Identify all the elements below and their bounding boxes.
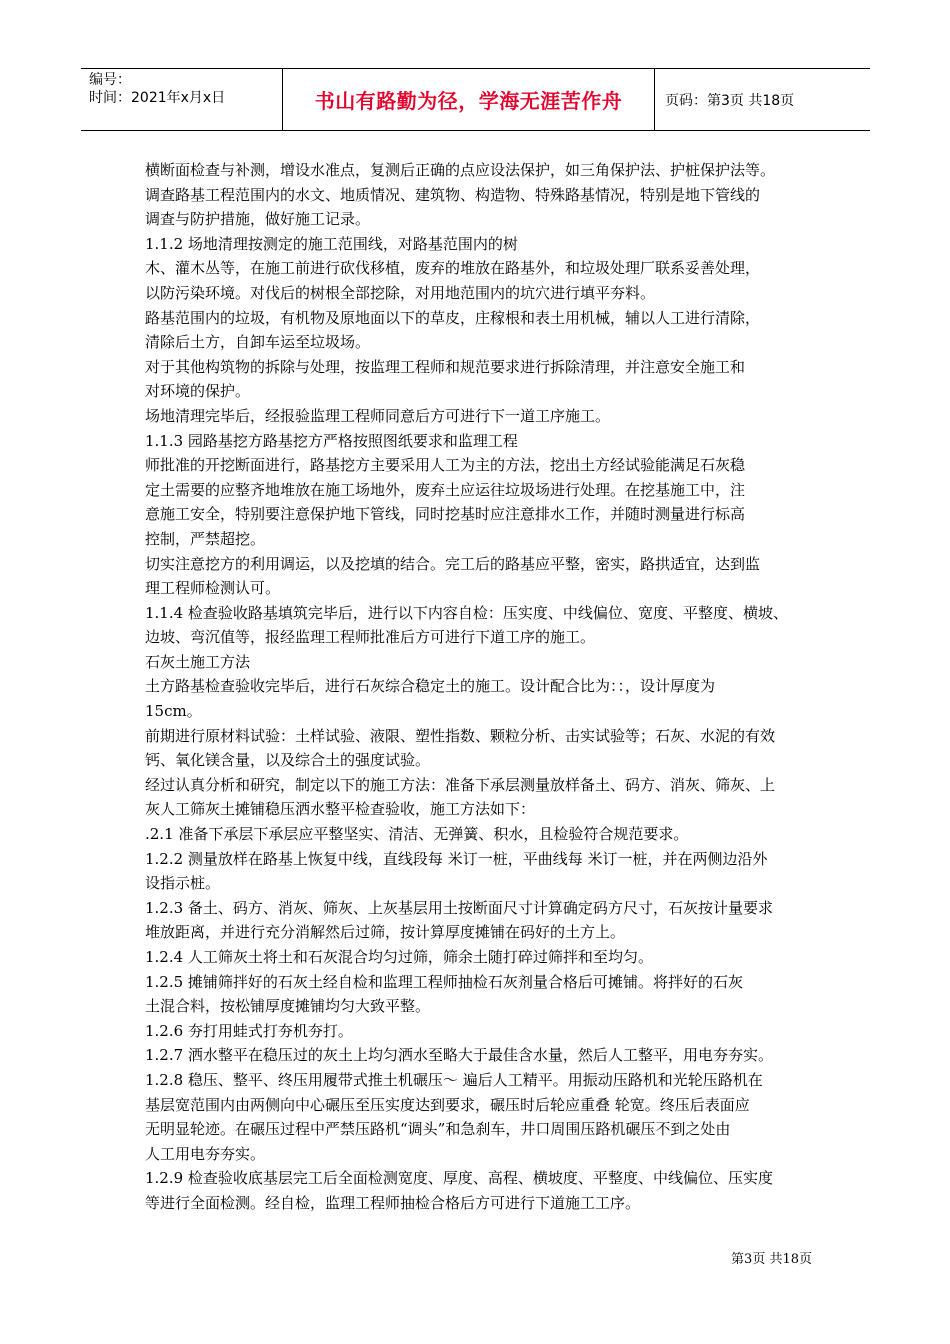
body-line: 木、灌木丛等，在施工前进行砍伐移植，废弃的堆放在路基外，和垃圾处理厂联系妥善处理， bbox=[145, 259, 761, 278]
body-line: 1.2.4 人工筛灰土将土和石灰混合均匀过筛，筛余土随打碎过筛拌和至均匀。 bbox=[145, 948, 653, 966]
body-line: 路基范围内的垃圾，有机物及原地面以下的草皮，庄稼根和表土用机械，辅以人工进行清除， bbox=[145, 308, 761, 327]
body-line: 15cm。 bbox=[145, 702, 202, 721]
body-line: 1.2.3 备土、码方、消灰、筛灰、上灰基层用土按断面尺寸计算确定码方尺寸，石灰按计量要求 bbox=[145, 898, 773, 917]
body-line: 等进行全面检测。经自检，监理工程师抽检合格后方可进行下道施工工序。 bbox=[145, 1193, 641, 1212]
document-body bbox=[145, 158, 825, 1216]
body-line: 场地清理完毕后，经报验监理工程师同意后方可进行下一道工序施工。 bbox=[145, 406, 611, 425]
document-header bbox=[81, 68, 870, 131]
body-line: 切实注意挖方的利用调运，以及挖填的结合。完工后的路基应平整，密实，路拱适宜，达到监 bbox=[145, 554, 761, 573]
header-meta-cell bbox=[81, 69, 282, 130]
body-line: 1.2.8 稳压、整平、终压用履带式推土机碾压～ 遍后人工精平。用振动压路机和光轮压路机在 bbox=[145, 1070, 763, 1089]
body-line: 定土需要的应整齐地堆放在施工场地外，废弃土应运往垃圾场进行处理。在挖基施工中，注 bbox=[145, 480, 746, 499]
body-line: 控制，严禁超挖。 bbox=[145, 529, 266, 548]
body-line: 经过认真分析和研究，制定以下的施工方法：准备下承层测量放样备土、码方、消灰、筛灰、上 bbox=[145, 775, 776, 794]
body-line: 1.2.7 洒水整平在稳压过的灰土上均匀洒水至略大于最佳含水量，然后人工整平，用电夯夯实。 bbox=[145, 1046, 773, 1065]
body-line: 边坡、弯沉值等，报经监理工程师批准后方可进行下道工序的施工。 bbox=[145, 628, 596, 647]
doc-number-label: 编号： bbox=[89, 72, 131, 88]
body-line: 调查路基工程范围内的水文、地质情况、建筑物、构造物、特殊路基情况，特别是地下管线的 bbox=[145, 185, 761, 204]
body-line: 清除后土方，自卸车运至垃圾场。 bbox=[145, 333, 371, 352]
body-line: 横断面检查与补测，增设水准点，复测后正确的点应设法保护，如三角保护法、护桩保护法等。 bbox=[145, 161, 776, 179]
body-line: 无明显轮迹。在碾压过程中严禁压路机“调头”和急刹车，井口周围压路机碾压不到之处由 bbox=[145, 1120, 731, 1139]
body-line: .2.1 准备下承层下承层应平整坚实、清洁、无弹簧、积水，且检验符合规范要求。 bbox=[145, 825, 689, 844]
body-line: 对于其他构筑物的拆除与处理，按监理工程师和规范要求进行拆除清理，并注意安全施工和 bbox=[145, 357, 746, 376]
body-line: 师批准的开挖断面进行，路基挖方主要采用人工为主的方法，挖出土方经试验能满足石灰稳 bbox=[145, 456, 746, 475]
body-line: 钙、氧化镁含量，以及综合土的强度试验。 bbox=[145, 751, 431, 770]
doc-time-label: 时间：2021年x月x日 bbox=[89, 90, 226, 106]
body-line: 灰人工筛灰土摊铺稳压洒水整平检查验收，施工方法如下： bbox=[145, 800, 536, 819]
body-line: 1.2.2 测量放样在路基上恢复中线，直线段每 米订一桩，平曲线每 米订一桩，并在两侧边沿外 bbox=[145, 849, 768, 868]
body-line: 前期进行原材料试验：土样试验、液限、塑性指数、颗粒分析、击实试验等；石灰、水泥的有效 bbox=[145, 726, 776, 745]
header-motto-cell bbox=[282, 69, 655, 130]
body-line: 基层宽范围内由两侧向中心碾压至压实度达到要求，碾压时后轮应重叠 轮宽。终压后表面应 bbox=[145, 1095, 750, 1114]
body-line: 石灰土施工方法 bbox=[145, 652, 251, 671]
header-motto: 书山有路勤为径，学海无涯苦作舟 bbox=[314, 89, 623, 113]
body-line: 人工用电夯夯实。 bbox=[145, 1144, 266, 1163]
body-line: 堆放距离，并进行充分消解然后过筛，按计算厚度摊铺在码好的土方上。 bbox=[145, 923, 626, 942]
body-line: 土方路基检查验收完毕后，进行石灰综合稳定土的施工。设计配合比为：：，设计厚度为 bbox=[145, 677, 716, 696]
body-line: 理工程师检测认可。 bbox=[145, 579, 281, 598]
body-line: 意施工安全，特别要注意保护地下管线，同时挖基时应注意排水工作，并随时测量进行标高 bbox=[145, 505, 746, 524]
header-page-cell bbox=[655, 69, 870, 130]
body-line: 以防污染环境。对伐后的树根全部挖除，对用地范围内的坑穴进行填平夯料。 bbox=[145, 283, 656, 302]
header-page-number: 页码：第3页 共18页 bbox=[665, 92, 795, 109]
body-line: 设指示桩。 bbox=[145, 874, 221, 893]
body-line: 1.1.2 场地清理按测定的施工范围线，对路基范围内的树 bbox=[145, 234, 518, 253]
body-line: 1.2.6 夯打用蛙式打夯机夯打。 bbox=[145, 1021, 353, 1040]
body-line: 1.1.3 园路基挖方路基挖方严格按照图纸要求和监理工程 bbox=[145, 431, 518, 450]
footer-page-number: 第3页 共18页 bbox=[731, 1252, 812, 1267]
body-line: 对环境的保护。 bbox=[145, 382, 251, 401]
body-line: 调查与防护措施，做好施工记录。 bbox=[145, 210, 371, 229]
body-line: 土混合料，按松铺厚度摊铺均匀大致平整。 bbox=[145, 997, 431, 1016]
body-line: 1.1.4 检查验收路基填筑完毕后，进行以下内容自检：压实度、中线偏位、宽度、平整度、横坡、 bbox=[145, 603, 788, 622]
body-line: 1.2.9 检查验收底基层完工后全面检测宽度、厚度、高程、横坡度、平整度、中线偏位、压实度 bbox=[145, 1169, 773, 1188]
page-footer bbox=[731, 1248, 812, 1267]
body-line: 1.2.5 摊铺筛拌好的石灰土经自检和监理工程师抽检石灰剂量合格后可摊铺。将拌好的石灰 bbox=[145, 972, 743, 991]
